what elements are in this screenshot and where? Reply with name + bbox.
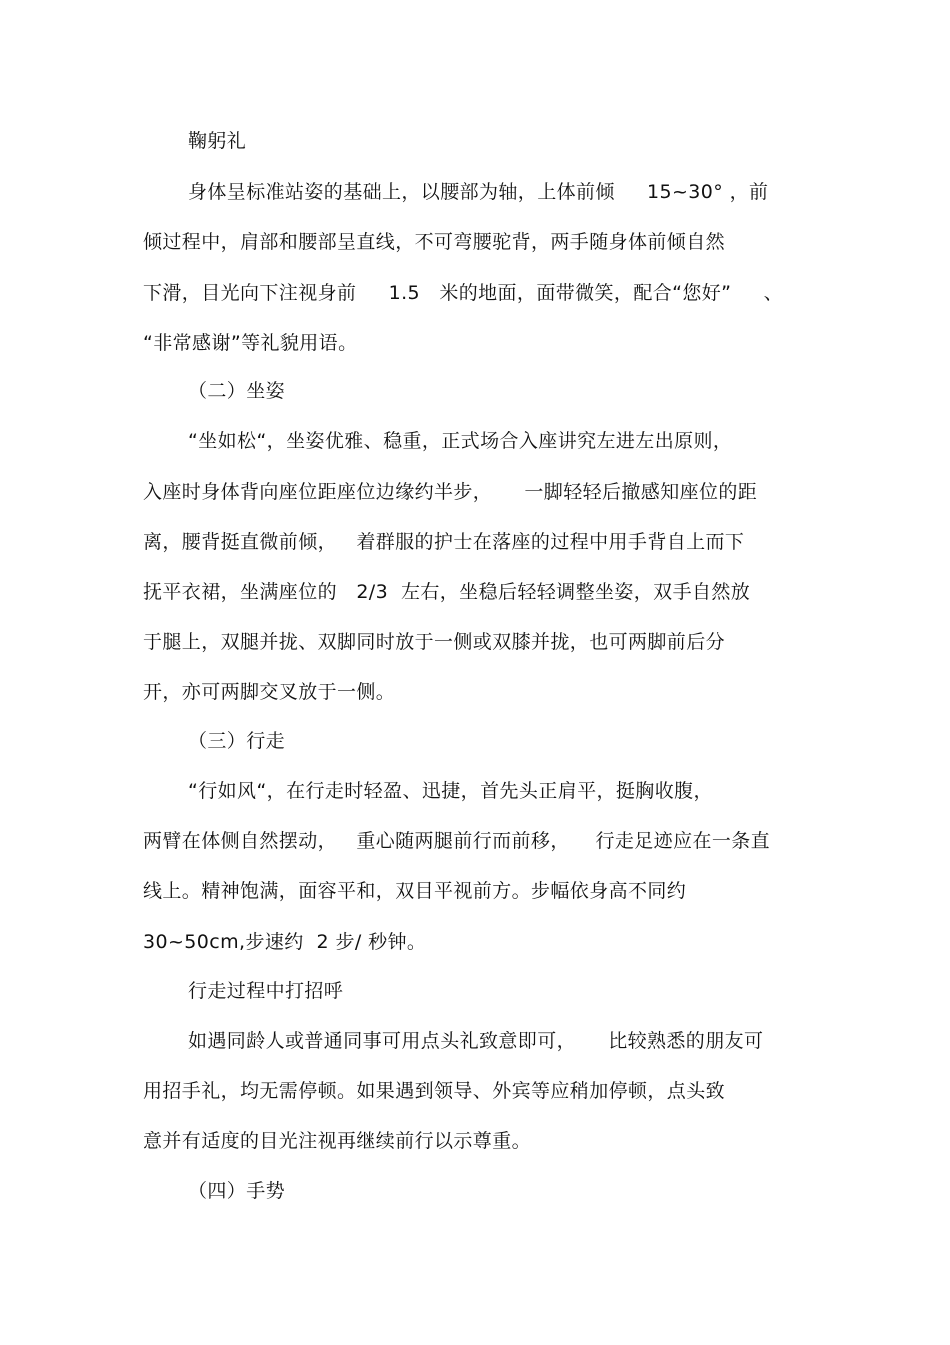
paragraph-line: 开，亦可两脚交叉放于一侧。 xyxy=(143,681,396,703)
paragraph-line: 离，腰背挺直微前倾， 着群服的护士在落座的过程中用手背自上而下 xyxy=(143,531,745,553)
heading-bow: 鞠躬礼 xyxy=(188,130,247,152)
heading-sitting: （二）坐姿 xyxy=(188,380,286,402)
paragraph-line: “非常感谢”等礼貌用语。 xyxy=(143,332,358,354)
paragraph-line: “坐如松“，坐姿优雅、稳重，正式场合入座讲究左进左出原则， xyxy=(188,430,733,452)
heading-walking: （三）行走 xyxy=(188,730,286,752)
paragraph-line: 抚平衣裙，坐满座位的 2/3 左右，坐稳后轻轻调整坐姿，双手自然放 xyxy=(143,581,751,603)
paragraph-line: 身体呈标准站姿的基础上，以腰部为轴，上体前倾 15~30° ，前 xyxy=(188,181,769,203)
paragraph-line: 意并有适度的目光注视再继续前行以示尊重。 xyxy=(143,1130,532,1152)
paragraph-line: “行如风“，在行走时轻盈、迅捷，首先头正肩平，挺胸收腹， xyxy=(188,780,713,802)
paragraph-line: 入座时身体背向座位距座位边缘约半步， 一脚轻轻后撤感知座位的距 xyxy=(143,481,758,503)
paragraph-line: 于腿上，双腿并拢、双脚同时放于一侧或双膝并拢，也可两脚前后分 xyxy=(143,631,726,653)
paragraph-line: 两臂在体侧自然摆动， 重心随两腿前行而前移， 行走足迹应在一条直 xyxy=(143,830,771,852)
paragraph-line: 倾过程中，肩部和腰部呈直线，不可弯腰驼背，两手随身体前倾自然 xyxy=(143,231,726,253)
paragraph-line: 如遇同龄人或普通同事可用点头礼致意即可， 比较熟悉的朋友可 xyxy=(188,1030,764,1052)
heading-gesture: （四）手势 xyxy=(188,1180,286,1202)
heading-greeting: 行走过程中打招呼 xyxy=(188,980,344,1002)
paragraph-line: 下滑，目光向下注视身前 1.5 米的地面，面带微笑，配合“您好” 、 xyxy=(143,282,784,304)
paragraph-line: 线上。精神饱满，面容平和，双目平视前方。步幅依身高不同约 xyxy=(143,880,687,902)
paragraph-line: 用招手礼，均无需停顿。如果遇到领导、外宾等应稍加停顿，点头致 xyxy=(143,1080,726,1102)
paragraph-line: 30~50cm,步速约 2 步/ 秒钟。 xyxy=(143,931,427,953)
